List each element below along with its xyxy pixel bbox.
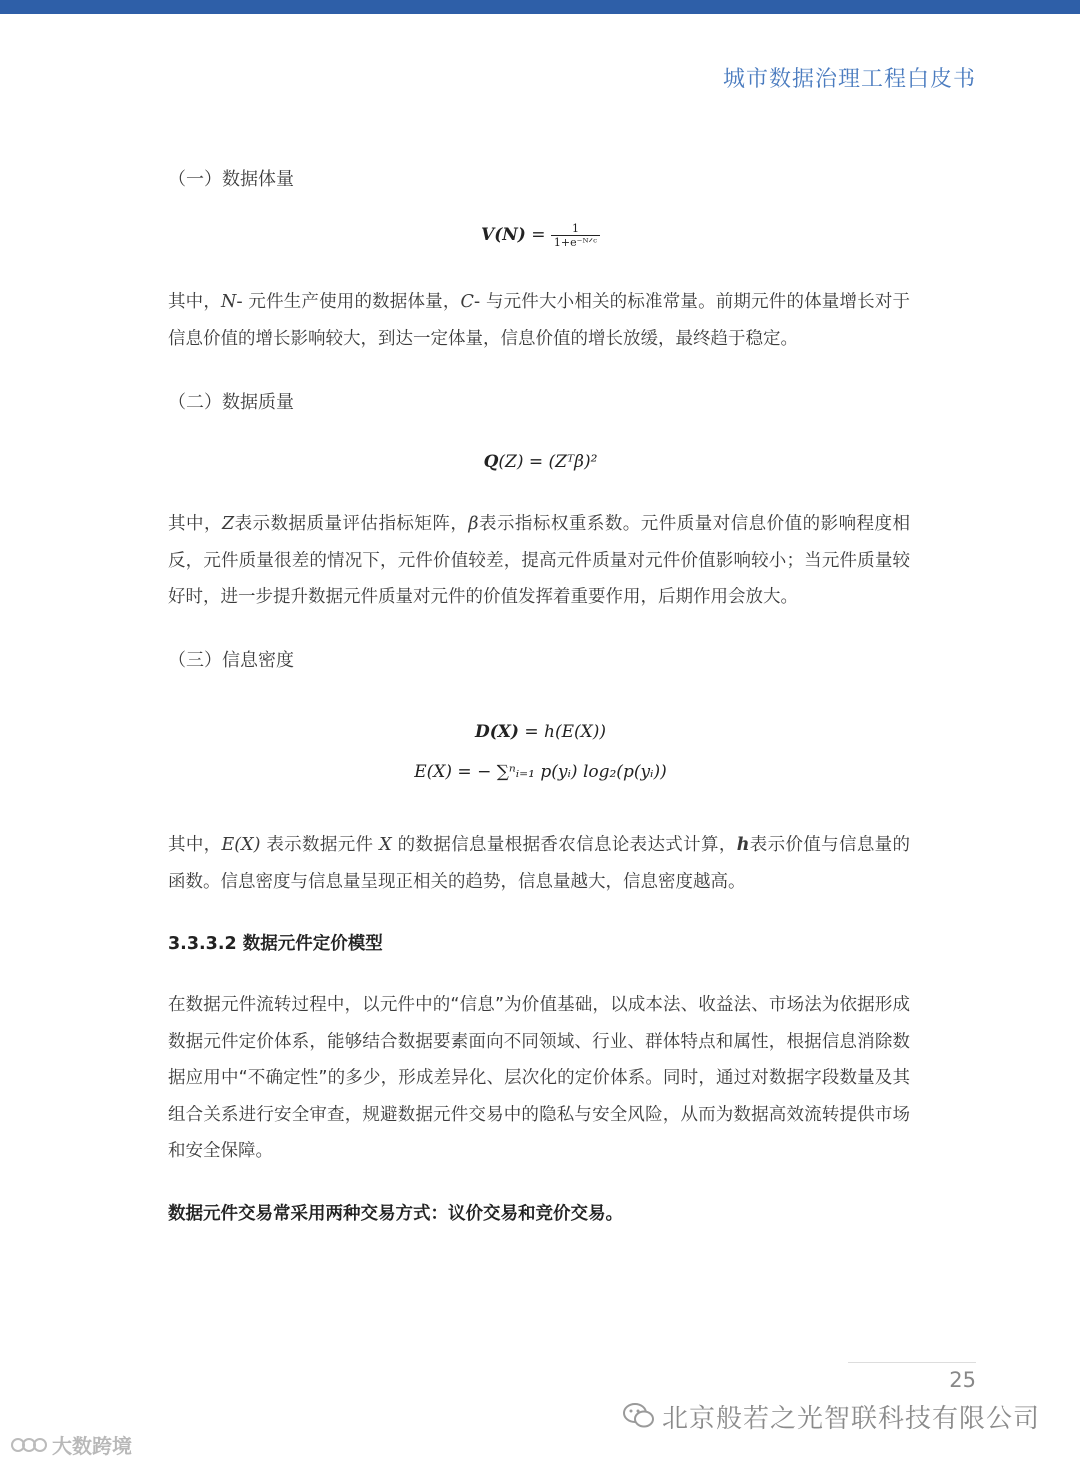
text-run: 表示指标权重系数。元件质量对信息价值的影响程度相反，元件质量很差的情况下，元件价值较差，提高元件质量对元件价值影响较小；当元件质量较好时，进一步提升数据元件质量对元件的价值发挥着重要作用，后期作用会放大。: [168, 514, 911, 607]
text-run: 其中，: [168, 835, 222, 855]
watermark-company-name: 北京般若之光智联科技有限公司: [662, 1404, 1041, 1434]
fraction-denominator: 1+e⁻ᴺᐟᶜ: [553, 236, 597, 249]
formula-entropy: E(X) = − ∑ⁿᵢ₌₁ p(yᵢ) log₂(p(yᵢ)): [414, 762, 667, 782]
formula-density: [168, 722, 913, 742]
math-var: Z: [221, 514, 235, 534]
text-run: 表示数据质量评估指标矩阵，: [234, 514, 469, 534]
text-run: 其中，: [168, 292, 222, 312]
watermark-brand-name: 大数跨境: [52, 1434, 132, 1458]
watermark-company: [622, 1398, 1040, 1437]
paragraph-quality: [168, 506, 910, 616]
text-run: 表示价值与信息量的函数。信息密度与信息量呈现正相关的趋势，信息量越大，信息密度越高。: [168, 835, 911, 892]
section-heading-pricing-model: 3.3.3.2 数据元件定价模型: [168, 934, 383, 954]
subsection-heading-density: （三）信息密度: [168, 650, 294, 671]
math-var: C: [460, 292, 474, 312]
paragraph-density: [168, 827, 910, 900]
formula-quality: [168, 452, 913, 472]
math-var: E(X): [221, 835, 261, 855]
top-accent-bar: [0, 0, 1080, 14]
text-run: 表示数据元件: [260, 835, 380, 855]
formula-volume-fraction: [551, 222, 600, 249]
paragraph-volume: [168, 284, 910, 357]
text-run: - 元件生产使用的数据体量，: [236, 292, 461, 312]
fraction-numerator: 1: [551, 222, 600, 236]
math-var: β: [468, 514, 479, 534]
watermark-brand: [10, 1430, 132, 1460]
text-run: - 与元件大小相关的标准常量。前期元件的体量增长对于信息价值的增长影响较大，到达一定体量，信息价值的增长放缓，最终趋于稳定。: [168, 292, 910, 349]
subsection-heading-quality: （二）数据质量: [168, 392, 294, 413]
document-header-title: 城市数据治理工程白皮书: [722, 67, 976, 92]
wechat-icon: [622, 1402, 656, 1437]
formula-quality-lhs: Q: [483, 452, 499, 472]
formula-density-lhs: D(X): [474, 722, 519, 742]
formula-volume: [168, 222, 913, 249]
paragraph-pricing-model: 在数据元件流转过程中，以元件中的“信息”为价值基础，以成本法、收益法、市场法为依据形成数据元件定价体系，能够结合数据要素面向不同领域、行业、群体特点和属性，根据信息消除数据应用中“不确定性”的多少，形成差异化、层次化的定价体系。同时，通过对数据字段数量及其组合关系进行安全审查，规避数据元件交易中的隐私与安全风险，从而为数据高效流转提供市场和安全保障。: [168, 995, 910, 1161]
math-var: X: [379, 835, 392, 855]
formula-quality-rhs: (Z) = (Zᵀβ)²: [498, 452, 598, 472]
page-number: 25: [949, 1368, 976, 1392]
math-var: N: [221, 292, 237, 312]
formula-volume-lhs: V(N): [481, 225, 526, 245]
brand-logo-icon: [10, 1435, 48, 1460]
bold-statement-trading-methods: 数据元件交易常采用两种交易方式：议价交易和竞价交易。: [168, 1204, 623, 1224]
subsection-heading-volume: （一）数据体量: [168, 169, 294, 190]
text-run: 的数据信息量根据香农信息论表达式计算，: [391, 835, 737, 855]
text-run: 其中，: [168, 514, 222, 534]
formula-volume-eq: =: [525, 225, 551, 245]
footer-divider: [848, 1362, 976, 1363]
formula-density-rhs: = h(E(X)): [518, 722, 607, 742]
math-var: h: [736, 835, 750, 855]
